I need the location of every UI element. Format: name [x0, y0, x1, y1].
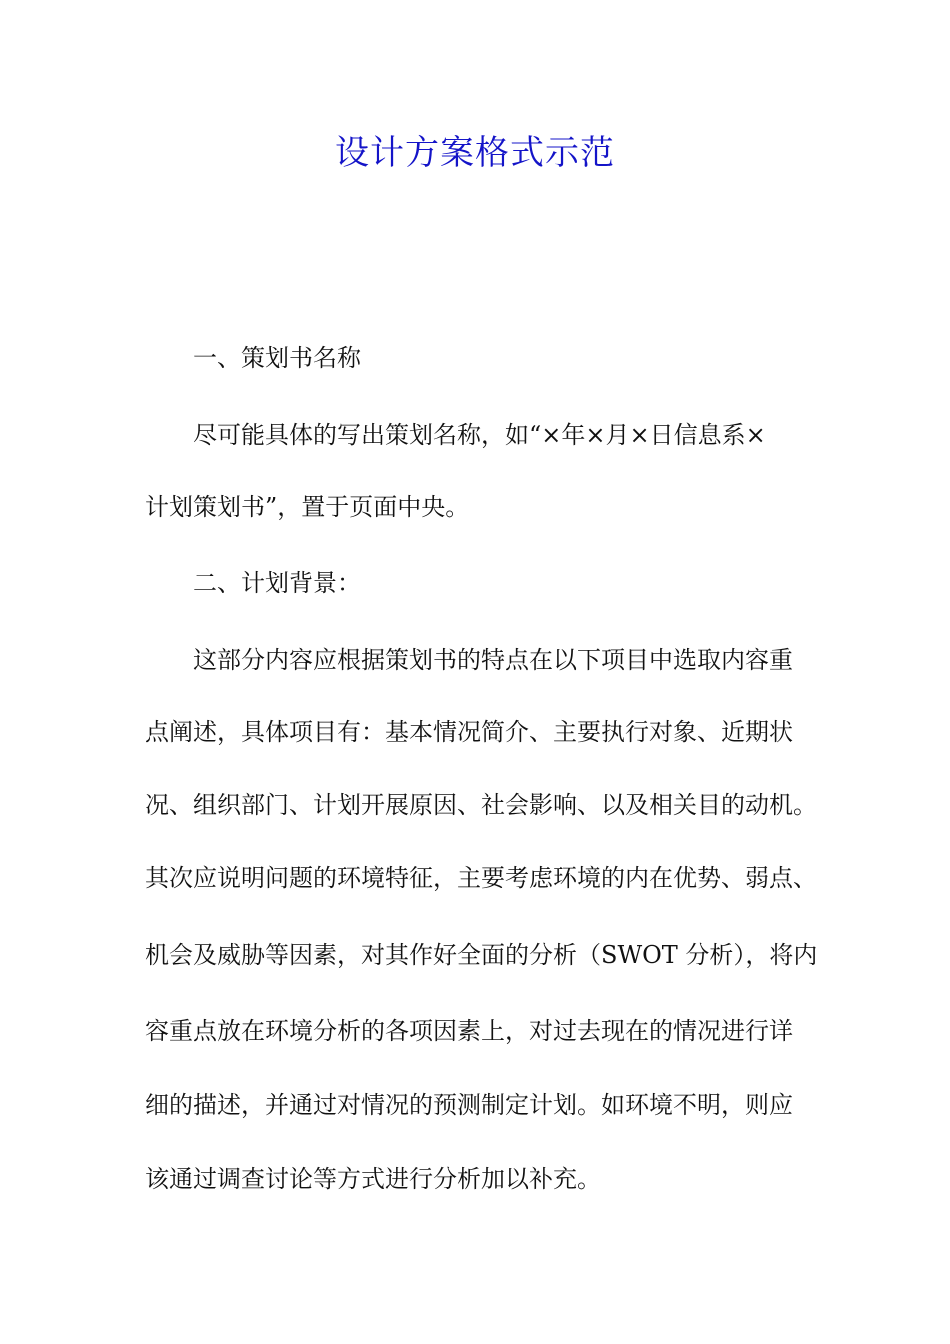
paragraph-line: 细的描述，并通过对情况的预测制定计划。如环境不明，则应: [145, 1091, 793, 1119]
section-heading-1: 一、策划书名称: [193, 344, 361, 372]
paragraph-line: 机会及威胁等因素，对其作好全面的分析（SWOT 分析），将内: [145, 941, 818, 969]
paragraph-line: 这部分内容应根据策划书的特点在以下项目中选取内容重: [193, 646, 793, 674]
paragraph-line: 点阐述，具体项目有：基本情况简介、主要执行对象、近期状: [145, 718, 793, 746]
paragraph-line: 计划策划书”，置于页面中央。: [145, 493, 470, 521]
paragraph-line: 况、组织部门、计划开展原因、社会影响、以及相关目的动机。: [145, 791, 817, 819]
paragraph-line: 该通过调查讨论等方式进行分析加以补充。: [145, 1165, 601, 1193]
paragraph-line: 尽可能具体的写出策划名称，如“×年×月×日信息系×: [193, 421, 766, 449]
paragraph-line: 其次应说明问题的环境特征，主要考虑环境的内在优势、弱点、: [145, 864, 817, 892]
paragraph-line: 容重点放在环境分析的各项因素上，对过去现在的情况进行详: [145, 1017, 793, 1045]
document-title: 设计方案格式示范: [335, 133, 615, 173]
section-heading-2: 二、计划背景：: [193, 569, 361, 597]
